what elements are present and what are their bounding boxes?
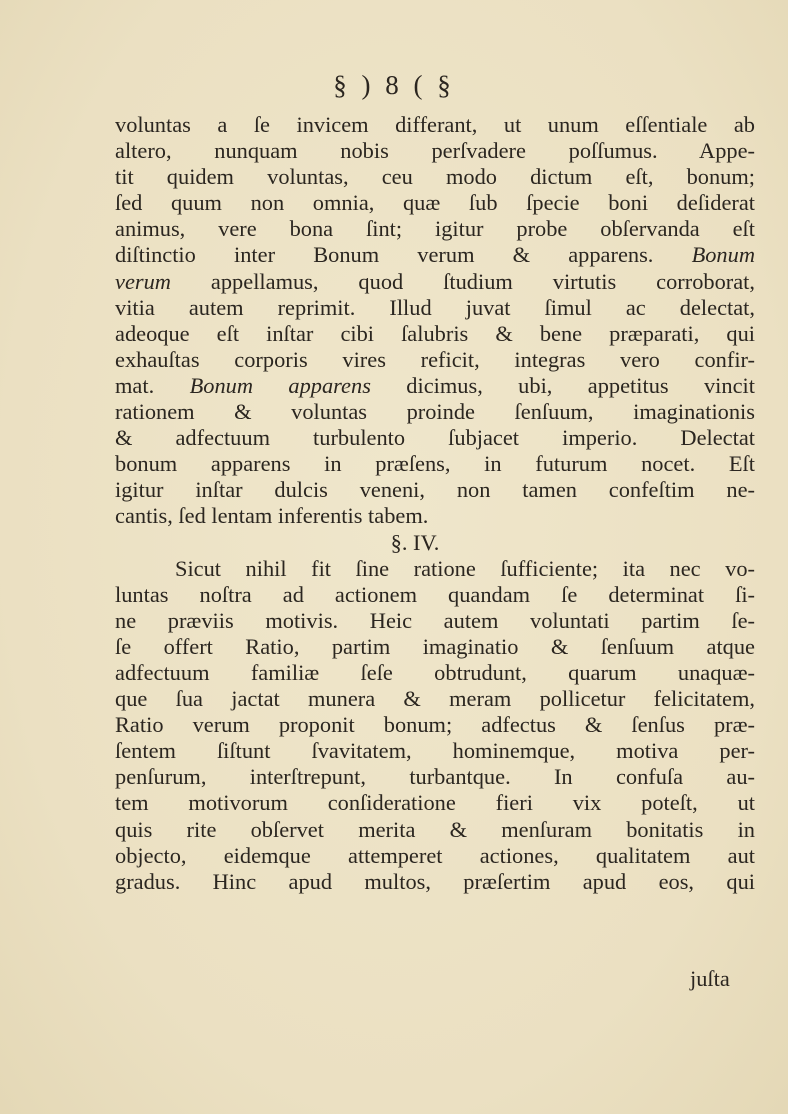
text-line: ſe offert Ratio, partim imaginatio & ſenſuum atque [115,633,755,659]
text-line: luntas noſtra ad actionem quandam ſe determinat ſi- [115,581,755,607]
catchword: juſta [690,966,730,991]
running-head: § ) 8 ( § [333,70,455,100]
text-line [115,269,755,295]
italic-term: Bonum apparens [189,372,371,398]
text-line: objecto, eidemque attemperet actiones, qualitatem aut [115,842,755,868]
text-line: tem motivorum conſideratione fieri vix poteſt, ut [115,790,755,816]
text-line: rationem & voluntas proinde ſenſuum, imaginationis [115,399,755,425]
text-line: penſurum, interſtrepunt, turbantque. In confuſa au- [115,764,755,790]
text-line: Ratio verum proponit bonum; adfectus & ſenſus præ- [115,712,755,738]
text-line: exhauſtas corporis vires reficit, integras vero confir- [115,346,755,372]
italic-term: verum [115,268,171,294]
text-line [115,242,755,268]
text-line: & adfectuum turbulento ſubjacet imperio. Delectat [115,425,755,451]
text-line: ſed quum non omnia, quæ ſub ſpecie boni deſiderat [115,190,755,216]
text-line: cantis, ſed lentam inferentis tabem. [115,503,429,529]
text-line: animus, vere bona ſint; igitur probe obſervanda eſt [115,216,755,242]
italic-term: Bonum [691,242,755,268]
section-heading: §. IV. [390,529,440,555]
text-line: voluntas a ſe invicem differant, ut unum eſſentiale ab [115,112,755,137]
text-line: que ſua jactat munera & meram pollicetur felicitatem, [115,686,755,712]
text-line: tit quidem voluntas, ceu modo dictum eſt, bonum; [115,164,755,190]
body-text [115,112,755,895]
text-segment: diſtinctio inter Bonum verum & apparens. [115,242,654,268]
text-line: quis rite obſervet merita & menſuram bonitatis in [115,816,755,842]
text-line: Sicut nihil fit ſine ratione ſufficiente; ita nec vo- [175,555,755,581]
text-line: ſentem ſiſtunt ſvavitatem, hominemque, motiva per- [115,738,755,764]
text-segment: appellamus, quod ſtudium virtutis corroborat, [210,268,755,294]
text-line: altero, nunquam nobis perſvadere poſſumus. Appe- [115,138,755,164]
text-line: gradus. Hinc apud multos, præſertim apud eos, qui [115,868,755,894]
text-line: bonum apparens in præſens, in futurum nocet. Eſt [115,451,755,477]
text-segment: dicimus, ubi, appetitus vincit [406,372,755,398]
text-segment: mat. [115,372,155,398]
text-line: adeoque eſt inſtar cibi ſalubris & bene præparati, qui [115,320,755,346]
text-line: adfectuum familiæ ſeſe obtrudunt, quarum unaquæ- [115,659,755,685]
text-line: vitia autem reprimit. Illud juvat ſimul ac delectat, [115,294,755,320]
text-line [115,373,755,399]
text-line: ne præviis motivis. Heic autem voluntati partim ſe- [115,607,755,633]
text-line: igitur inſtar dulcis veneni, non tamen confeſtim ne- [115,477,755,503]
